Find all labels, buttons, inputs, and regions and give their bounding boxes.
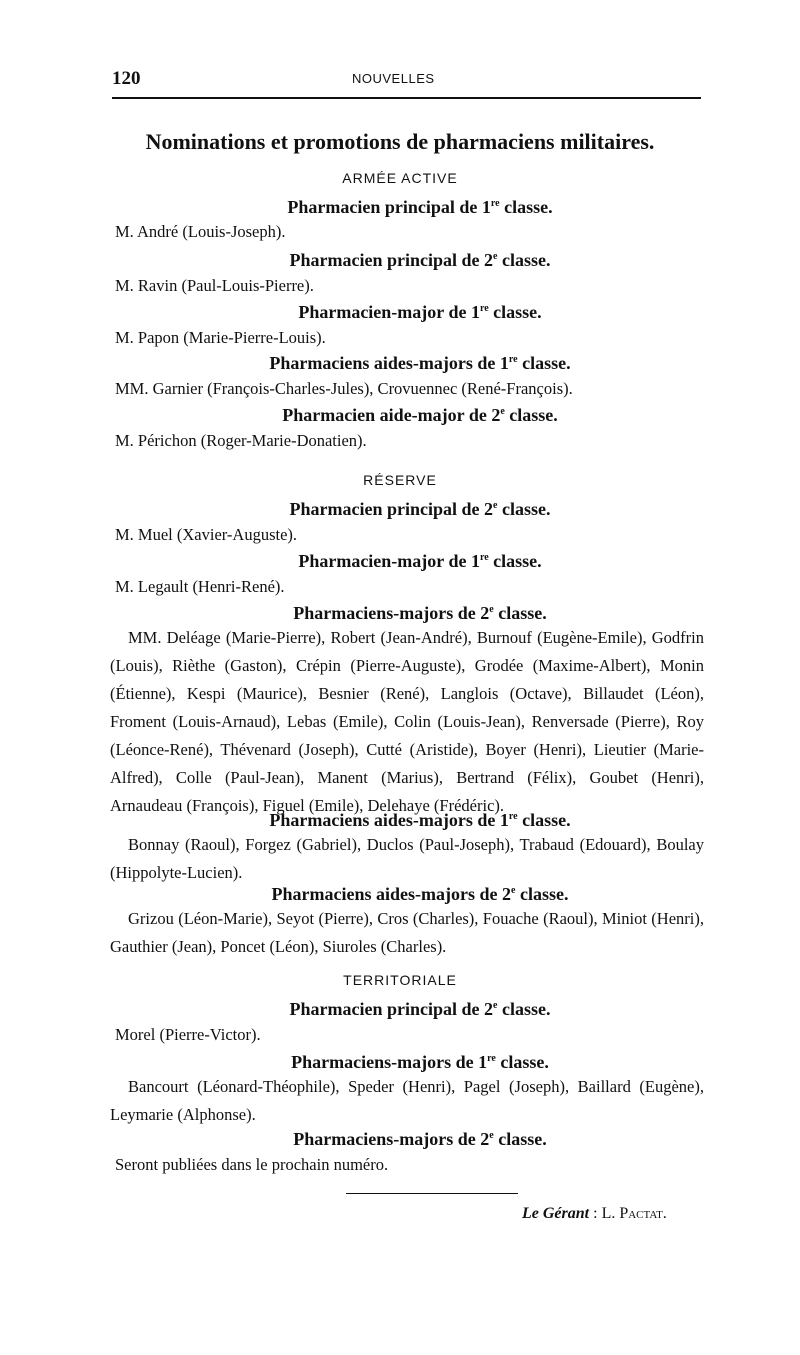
appointment-line: M. Périchon (Roger-Marie-Donatien). [115,431,367,450]
rank-heading: Pharmacien-major de 1re classe. [298,551,542,571]
rank-heading: Pharmaciens aides-majors de 1re classe. [269,810,571,830]
section-heading-armee-active: ARMÉE ACTIVE [342,170,458,186]
appointment-paragraph: MM. Deléage (Marie-Pierre), Robert (Jean-André), Burnouf (Eugène-Emile), Godfrin (Louis), Rièthe (Gaston), Crépin (Pierre-Auguste), Grodée (Maxime-Albert), Monin (Étienne), Kespi (Maurice), Besnier (René), Langlois (Octave), Billaudet (Léon), Froment (Louis-Arnaud), Lebas (Emile), Colin (Louis-Jean), Renversade (Pierre), Roy (Léonce-René), Thévenard (Joseph), Cutté (Aristide), Boyer (Henri), Lieutier (Marie-Alfred), Colle (Paul-Jean), Manent (Marius), Bertrand (Félix), Goubet (Henri), Arnaudeau (François), Figuel (Emile), Delehaye (Frédéric). [110,628,704,815]
rank-heading: Pharmacien principal de 1re classe. [287,197,553,217]
appointment-line: M. Papon (Marie-Pierre-Louis). [115,328,326,347]
rank-heading: Pharmacien principal de 2e classe. [289,999,551,1019]
appointment-paragraph: Bancourt (Léonard-Théophile), Speder (Henri), Pagel (Joseph), Baillard (Eugène), Leymarie (Alphonse). [110,1077,704,1124]
appointment-line: Seront publiées dans le prochain numéro. [115,1155,389,1174]
appointment-paragraph: Bonnay (Raoul), Forgez (Gabriel), Duclos (Paul-Joseph), Trabaud (Edouard), Boulay (Hippolyte-Lucien). [110,835,704,882]
appointment-line: MM. Garnier (François-Charles-Jules), Crovuennec (René-François). [115,379,573,398]
rank-heading: Pharmaciens-majors de 1re classe. [291,1052,549,1072]
header-rule [112,97,701,99]
rank-heading: Pharmaciens-majors de 2e classe. [293,1129,547,1149]
appointment-line: Morel (Pierre-Victor). [115,1025,261,1044]
section-heading-territoriale: TERRITORIALE [343,972,457,988]
rank-heading: Pharmacien principal de 2e classe. [289,499,551,519]
appointment-line: M. Legault (Henri-René). [115,577,285,596]
gerant-signature: Le Gérant : L. Pactat. [522,1205,667,1222]
rank-heading: Pharmaciens aides-majors de 1re classe. [269,353,571,373]
rank-heading: Pharmaciens-majors de 2e classe. [293,603,547,623]
section-heading-reserve: RÉSERVE [363,472,437,488]
rank-heading: Pharmacien aide-major de 2e classe. [282,405,558,425]
rank-heading: Pharmaciens aides-majors de 2e classe. [271,884,569,904]
running-title: NOUVELLES [352,71,435,86]
appointment-paragraph: Grizou (Léon-Marie), Seyot (Pierre), Cros (Charles), Fouache (Raoul), Miniot (Henri), Gauthier (Jean), Poncet (Léon), Siuroles (Charles). [110,909,704,956]
page-number: 120 [112,68,141,89]
footer-rule [346,1193,518,1194]
rank-heading: Pharmacien-major de 1re classe. [298,302,542,322]
appointment-line: M. Ravin (Paul-Louis-Pierre). [115,276,314,295]
page-title: Nominations et promotions de pharmaciens militaires. [145,129,655,154]
rank-heading: Pharmacien principal de 2e classe. [289,250,551,270]
appointment-line: M. Muel (Xavier-Auguste). [115,525,298,544]
appointment-line: M. André (Louis-Joseph). [115,222,286,241]
